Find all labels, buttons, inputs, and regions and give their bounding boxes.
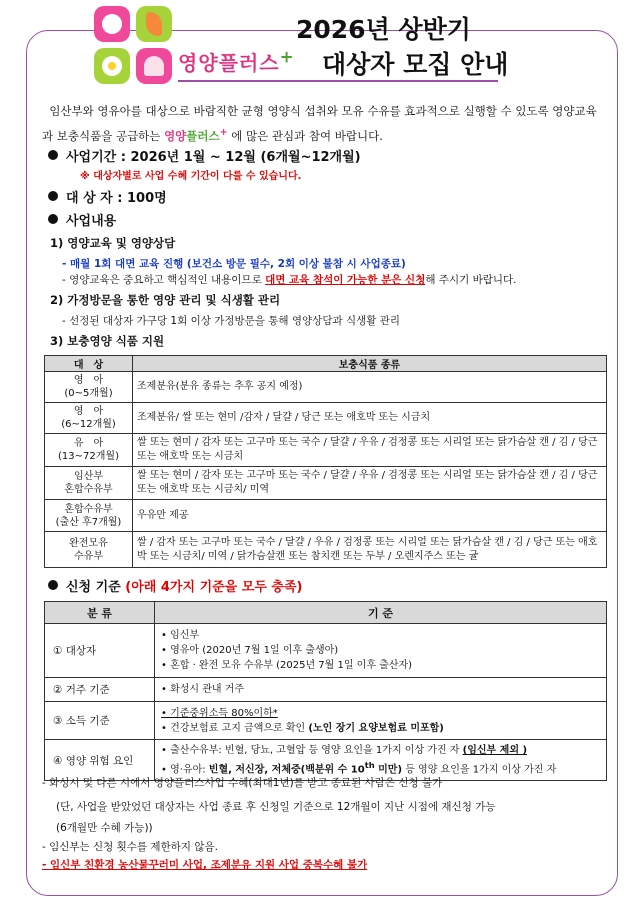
- target-cell: 영 아 (0~5개월): [45, 372, 133, 403]
- food-cell: 조제분유/ 쌀 또는 현미 /감자 / 달걀 / 당근 또는 애호박 또는 시금치: [133, 403, 607, 434]
- target-cell: 혼합수유부 (출산 후7개월): [45, 500, 133, 532]
- table-row: [45, 532, 607, 568]
- table-row: [45, 702, 607, 740]
- table-row: [45, 434, 607, 467]
- content-item-2-title: 2) 가정방문을 통한 영양 관리 및 식생활 관리: [50, 293, 281, 307]
- title-line-1: 2026년 상반기: [296, 15, 471, 44]
- criteria-heading: 신청 기준 (아래 4가지 기준을 모두 충족): [48, 576, 302, 595]
- period-heading: 사업기간 : 2026년 1월 ~ 12월 (6개월~12개월): [48, 146, 361, 165]
- title-line-2: 대상자 모집 안내: [322, 50, 509, 79]
- bullet-dot: [48, 580, 58, 590]
- logo-tile-milk: [94, 6, 130, 42]
- period-note: ※ 대상자별로 사업 수혜 기간이 다를 수 있습니다.: [80, 171, 302, 182]
- criteria-table: [44, 601, 607, 781]
- footer-note-4: - 임신부는 신청 횟수를 제한하지 않음.: [42, 841, 218, 853]
- table-header-row: [45, 356, 607, 372]
- table-header-cell: 보충식품 종류: [133, 356, 607, 372]
- table-row: [45, 500, 607, 532]
- intro-brand: 영양플러스+: [164, 127, 228, 143]
- footer-note-3: (6개월만 수혜 가능)): [56, 822, 153, 834]
- table-header-cell: 분 류: [45, 602, 155, 624]
- table-header-cell: 기 준: [155, 602, 607, 624]
- criteria-name-cell: ④ 영양 위험 요인: [45, 740, 155, 781]
- target-cell: 유 아 (13~72개월): [45, 434, 133, 467]
- target-heading: 대 상 자 : 100명: [48, 187, 167, 206]
- target-cell: 영 아 (6~12개월): [45, 403, 133, 434]
- criteria-name-cell: ③ 소득 기준: [45, 702, 155, 740]
- table-header-row: [45, 602, 607, 624]
- table-header-cell: 대 상: [45, 356, 133, 372]
- content-item-1-bullet-1: - 매월 1회 대면 교육 진행 (보건소 방문 필수, 2회 이상 불참 시 사업종료): [62, 258, 406, 270]
- food-cell: 조제분유(분유 종류는 추후 공지 예정): [133, 372, 607, 403]
- logo-tile-mother: [136, 48, 172, 84]
- content-item-3-title: 3) 보충영양 식품 지원: [50, 334, 165, 348]
- target-cell: 완전모유 수유부: [45, 532, 133, 568]
- brand-wordmark: 영양플러스+: [178, 47, 295, 75]
- table-row: [45, 403, 607, 434]
- footer-note-5: - 임신부 친환경 농산물꾸러미 사업, 조제분유 지원 사업 중복수혜 불가: [42, 859, 368, 871]
- food-cell: 우유만 제공: [133, 500, 607, 532]
- criteria-value-cell: • 출산수유부: 빈혈, 당뇨, 고혈압 등 영양 요인을 1가지 이상 가진 자 (임신부 제외 ) • 영·유아: 빈혈, 저신장, 저체중(백분위 수 10th 미만) 등 영양 요인을 1가지 이상 가진 자: [155, 740, 607, 781]
- intro-paragraph: 임산부와 영유아를 대상으로 바람직한 균형 영양식 섭취와 모유 수유를 효과적으로 실행할 수 있도록 영양교육과 보충식품을 공급하는 영양플러스+ 에 많은 관심과 참여 바랍니다.: [42, 104, 597, 143]
- criteria-name-cell: ② 거주 기준: [45, 678, 155, 702]
- food-cell: 쌀 또는 현미 / 감자 또는 고구마 또는 국수 / 달걀 / 우유 / 검정콩 또는 시리얼 또는 닭가슴살 캔 / 김 / 당근 또는 애호박 또는 시금치: [133, 434, 607, 467]
- bullet-dot: [48, 214, 58, 224]
- criteria-value-cell: • 임신부 • 영유아 (2020년 7월 1일 이후 출생아) • 혼합 · 완전 모유 수유부 (2025년 7월 1일 이후 출산자): [155, 624, 607, 678]
- criteria-value-cell: • 기준중위소득 80%이하* • 건강보험료 고지 금액으로 확인 (노인 장기 요양보험료 미포함): [155, 702, 607, 740]
- content-item-1-title: 1) 영양교육 및 영양상담: [50, 236, 176, 250]
- food-cell: 쌀 또는 현미 / 감자 또는 고구마 또는 국수 / 달걀 / 우유 / 검정콩 또는 시리얼 또는 닭가슴살 캔 / 김 / 당근 또는 애호박 또는 시금치/ 미역: [133, 467, 607, 500]
- table-row: [45, 740, 607, 781]
- content-item-2-bullet-1: - 선정된 대상자 가구당 1회 이상 가정방문을 통해 영양상담과 식생활 관리: [62, 315, 400, 327]
- logo-tile-carrot: [136, 6, 172, 42]
- bullet-dot: [48, 191, 58, 201]
- content-item-1-bullet-2: - 영양교육은 중요하고 핵심적인 내용이므로 대면 교육 참석이 가능한 분은 신청해 주시기 바랍니다.: [62, 274, 517, 286]
- criteria-name-cell: ① 대상자: [45, 624, 155, 678]
- table-row: [45, 467, 607, 500]
- table-row: [45, 624, 607, 678]
- bullet-dot: [48, 150, 58, 160]
- table-row: [45, 678, 607, 702]
- criteria-value-cell: • 화성시 관내 거주: [155, 678, 607, 702]
- title-underline: [178, 80, 498, 82]
- table-row: [45, 372, 607, 403]
- logo-tile-egg: [94, 48, 130, 84]
- supplement-food-table: [44, 355, 607, 568]
- program-logo: [94, 6, 174, 86]
- footer-note-1: - 화성시 및 다른 시에서 영양플러스사업 수혜(최대1년)를 받고 종료된 사람은 신청 불가: [42, 777, 443, 789]
- content-heading: 사업내용: [48, 210, 116, 229]
- target-cell: 임산부 혼합수유부: [45, 467, 133, 500]
- footer-note-2: (단, 사업을 받았었던 대상자는 사업 종료 후 신청일 기준으로 12개월이 지난 시점에 재신청 가능: [56, 801, 496, 813]
- food-cell: 쌀 / 감자 또는 고구마 또는 국수 / 달걀 / 우유 / 검정콩 또는 시리얼 또는 닭가슴살 캔 / 김 / 당근 또는 애호박 또는 시금치/ 미역 / 닭가슴살캔 또는 참치캔 또는 두부 / 오렌지주스 또는 귤: [133, 532, 607, 568]
